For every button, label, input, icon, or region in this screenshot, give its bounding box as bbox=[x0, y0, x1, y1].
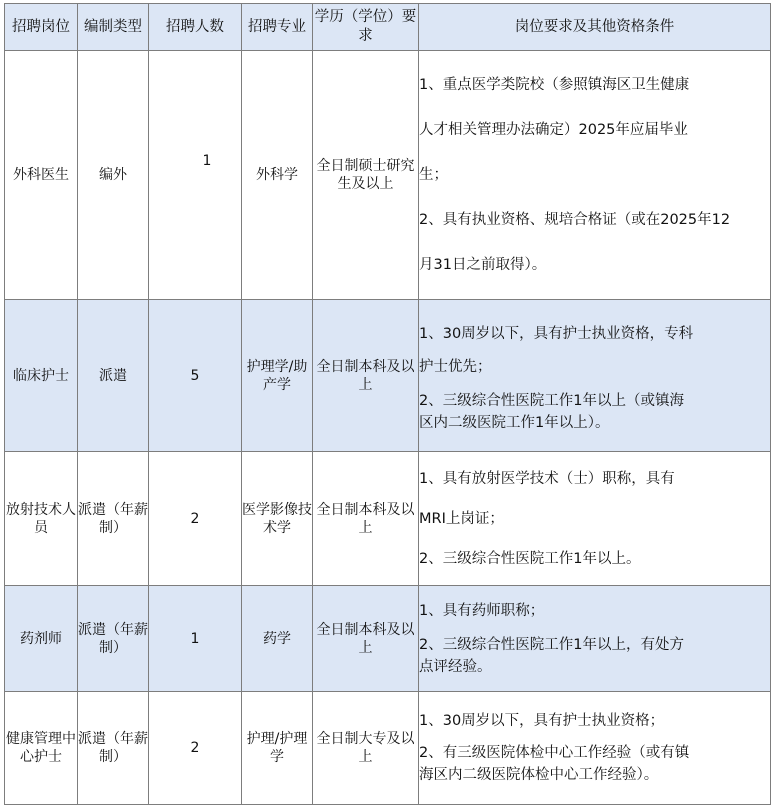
count-value: 2 bbox=[190, 510, 200, 527]
requirement-line: 1、具有药师职称； bbox=[419, 602, 545, 619]
requirement-line: 人才相关管理办法确定）2025年应届毕业 bbox=[419, 121, 688, 138]
header-row bbox=[5, 4, 771, 51]
cell-requirements bbox=[419, 586, 771, 692]
requirement-line: 2、具有执业资格、规培合格证（或在2025年12 bbox=[419, 211, 731, 228]
count-value: 2 bbox=[190, 740, 200, 756]
cell-education: 全日制本科及以上 bbox=[313, 452, 419, 586]
requirement-line: MRI上岗证； bbox=[419, 510, 504, 527]
cell-position: 外科医生 bbox=[5, 51, 78, 300]
header-type: 编制类型 bbox=[78, 4, 149, 51]
requirement-line: 2、三级综合性医院工作1年以上（或镇海 bbox=[419, 392, 684, 409]
cell-type: 派遣（年薪制） bbox=[78, 452, 149, 586]
count-value: 1 bbox=[202, 153, 212, 169]
cell-requirements bbox=[419, 300, 771, 452]
cell-major: 药学 bbox=[242, 586, 313, 692]
cell-position: 临床护士 bbox=[5, 300, 78, 452]
cell-position: 药剂师 bbox=[5, 586, 78, 692]
header-count: 招聘人数 bbox=[149, 4, 242, 51]
cell-type: 派遣 bbox=[78, 300, 149, 452]
count-value: 5 bbox=[190, 367, 200, 384]
header-major: 招聘专业 bbox=[242, 4, 313, 51]
header-education: 学历（学位）要求 bbox=[313, 4, 419, 51]
cell-education: 全日制本科及以上 bbox=[313, 300, 419, 452]
requirement-line: 区内二级医院工作1年以上）。 bbox=[419, 414, 610, 431]
cell-requirements bbox=[419, 452, 771, 586]
table-row bbox=[5, 452, 771, 586]
cell-requirements bbox=[419, 692, 771, 805]
cell-type: 派遣（年薪制） bbox=[78, 586, 149, 692]
requirement-line: 海区内二级医院体检中心工作经验）。 bbox=[419, 767, 659, 783]
cell-count bbox=[149, 692, 242, 805]
cell-type: 派遣（年薪制） bbox=[78, 692, 149, 805]
requirement-line: 生； bbox=[419, 166, 448, 183]
cell-major: 医学影像技术学 bbox=[242, 452, 313, 586]
header-requirements: 岗位要求及其他资格条件 bbox=[419, 4, 771, 51]
requirement-line: 2、三级综合性医院工作1年以上，有处方 bbox=[419, 636, 684, 653]
table-row bbox=[5, 586, 771, 692]
requirement-line: 1、重点医学类院校（参照镇海区卫生健康 bbox=[419, 76, 690, 93]
cell-count bbox=[149, 300, 242, 452]
requirement-line: 点评经验。 bbox=[419, 658, 492, 675]
recruitment-table bbox=[4, 3, 771, 805]
requirement-line: 2、有三级医院体检中心工作经验（或有镇 bbox=[419, 745, 690, 761]
table-row bbox=[5, 51, 771, 300]
cell-education: 全日制本科及以上 bbox=[313, 586, 419, 692]
cell-major: 护理/护理学 bbox=[242, 692, 313, 805]
count-value: 1 bbox=[190, 630, 200, 647]
requirement-line: 2、三级综合性医院工作1年以上。 bbox=[419, 550, 641, 567]
header-position: 招聘岗位 bbox=[5, 4, 78, 51]
cell-count bbox=[149, 586, 242, 692]
cell-position: 放射技术人员 bbox=[5, 452, 78, 586]
table-row bbox=[5, 300, 771, 452]
requirement-line: 1、30周岁以下，具有护士执业资格； bbox=[419, 713, 665, 729]
cell-education: 全日制大专及以上 bbox=[313, 692, 419, 805]
cell-requirements bbox=[419, 51, 771, 300]
requirement-line: 1、具有放射医学技术（士）职称，具有 bbox=[419, 470, 675, 487]
table-row bbox=[5, 692, 771, 805]
cell-education: 全日制硕士研究生及以上 bbox=[313, 51, 419, 300]
cell-count bbox=[149, 51, 242, 300]
requirement-line: 护士优先； bbox=[419, 358, 492, 375]
requirement-line: 1、30周岁以下，具有护士执业资格，专科 bbox=[419, 325, 694, 342]
cell-major: 护理学/助产学 bbox=[242, 300, 313, 452]
requirement-line: 月31日之前取得）。 bbox=[419, 256, 547, 273]
cell-count bbox=[149, 452, 242, 586]
cell-type: 编外 bbox=[78, 51, 149, 300]
cell-position: 健康管理中心护士 bbox=[5, 692, 78, 805]
cell-major: 外科学 bbox=[242, 51, 313, 300]
